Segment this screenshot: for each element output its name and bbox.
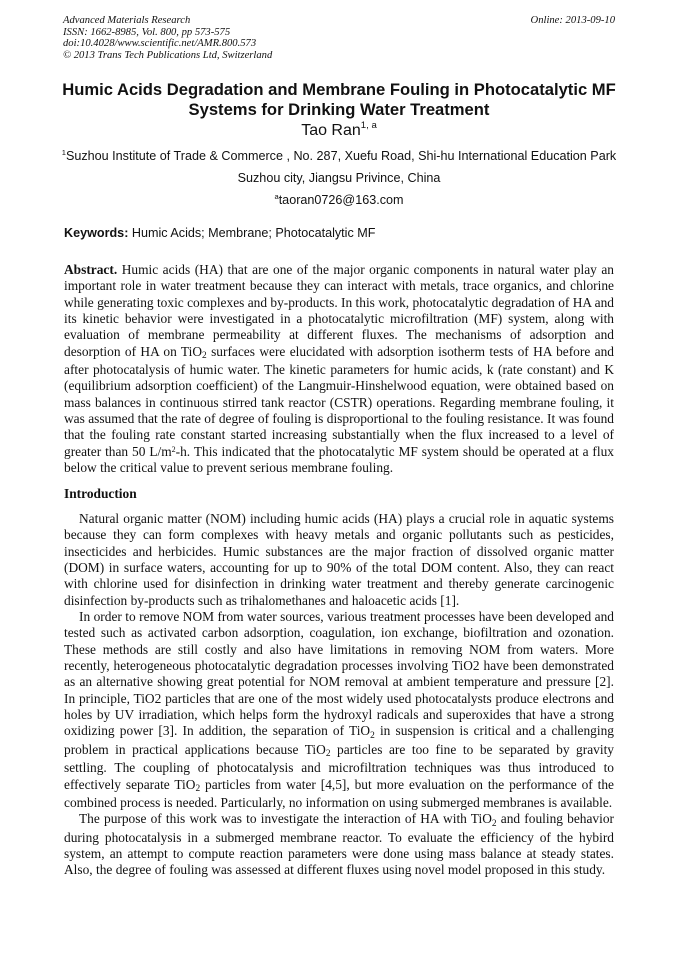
abstract-paragraph xyxy=(64,262,614,476)
author xyxy=(0,122,678,140)
abstract xyxy=(64,262,614,476)
keywords-label: Keywords: xyxy=(64,226,129,240)
text-run: in suspension is critical and a challenging problem in practical applications because TiO xyxy=(64,723,614,757)
email-text[interactable]: taoran0726@163.com xyxy=(278,193,404,207)
journal-name: Advanced Materials Research xyxy=(63,15,191,26)
affiliation-sup: 1 xyxy=(61,147,66,157)
affiliation-line-1 xyxy=(0,149,678,163)
subscript: 2 xyxy=(202,351,207,362)
subscript: 2 xyxy=(370,730,375,741)
text-run: Natural organic matter (NOM) including humic acids (HA) plays a crucial role in aquatic systems because they can form complexes with heavy metals and organic pollutants such as pesticides, insecticides and herbicides. Humic substances are the major fraction of dissolved organic matter (DOM) in surface waters, accounting for up to 90% of the total DOM content. Also, they can react with chlorine used for disinfection in drinking water treatment and thereby generate carcinogenic disinfection by-products such as trihalomethanes and haloacetic acids [1]. xyxy=(64,511,614,608)
text-run: particles from water [4,5], but more evaluation on the performance of the combined process is needed. Particularly, no information on using submerged membranes is available. xyxy=(64,776,614,810)
intro-paragraph xyxy=(64,511,614,609)
subscript: 2 xyxy=(195,783,201,794)
keywords-value: Humic Acids; Membrane; Photocatalytic MF xyxy=(131,226,376,240)
intro-paragraph xyxy=(64,609,614,811)
author-sup: 1, a xyxy=(360,120,377,132)
affiliation-line-2: Suzhou city, Jiangsu Privince, China xyxy=(237,171,441,185)
text-run: Humic acids (HA) that are one of the major organic components in natural water play an important role in water treatment because they can interact with metals, trace organics, and chlorine while generating toxic complexes and by-products. In this work, photocatalytic degradation of HA and its kinetic behavior were investigated in a photocatalytic microfiltration (MF) system, along with evaluation of membrane permeability at different fluxes. The mechanisms of adsorption and desorption of HA on TiO xyxy=(64,262,614,359)
author-name: Tao Ran xyxy=(301,122,361,139)
text-run: surfaces were elucidated with adsorption isotherm tests of HA before and after photocatalysis of humic water. The kinetic parameters for humic acids, k (rate constant) and K (equilibrium adsorption coefficient) of the Langmuir-Hinshelwood equation, were obtained based on mass balances in continuous stirred tank reactor (CSTR) operations. Regarding membrane fouling, it was assumed that the rate of degree of fouling is disproportional to the fouling resistance. It was found that the fouling rate constant started increasing substantially when the flux increased to a level of greater than 50 L/m xyxy=(64,343,614,459)
text-run: The purpose of this work was to investigate the interaction of HA with TiO xyxy=(79,811,492,827)
email xyxy=(0,193,678,207)
keywords xyxy=(64,226,375,240)
text-run: In order to remove NOM from water sources, various treatment processes have been developed and tested such as activated carbon adsorption, coagulation, ion exchange, biofiltration and ozonation. These methods are still costly and also have limitations in removing NOM from waters. More recently, heterogeneous photocatalytic degradation processes involving TiO2 have been demonstrated as an alternative showing great potential for NOM removal at ambient temperature and pressure [2]. In principle, TiO2 particles that are one of the most widely used photocatalysts produce electrons and holes by UV irradiation, which helps form the hydroxyl radicals and superoxides that have a strong oxidizing power [3]. In addition, the separation of TiO xyxy=(64,609,614,739)
email-sup: a xyxy=(274,191,279,201)
paper-title: Humic Acids Degradation and Membrane Fouling in Photocatalytic MF Systems for Drinking Water Treatment xyxy=(62,80,616,119)
superscript: 2 xyxy=(171,445,176,455)
section-heading-introduction: Introduction xyxy=(64,486,137,501)
subscript: 2 xyxy=(491,818,497,829)
doi-line: doi:10.4028/www.scientific.net/AMR.800.573 xyxy=(63,38,257,50)
text-run: and fouling behavior during photocatalysis in a submerged membrane reactor. To evaluate the efficiency of the hybird system, an attempt to compute reaction parameters were done using mass balance at steady states. Also, the degree of fouling was assessed at different fluxes using novel model proposed in this study. xyxy=(64,811,615,878)
issn-line: ISSN: 1662-8985, Vol. 800, pp 573-575 xyxy=(63,26,231,38)
intro-paragraph xyxy=(64,811,614,878)
copyright-line: © 2013 Trans Tech Publications Ltd, Switzerland xyxy=(63,49,273,61)
subscript: 2 xyxy=(325,749,331,760)
journal-header xyxy=(63,15,272,61)
affiliation-text: Suzhou Institute of Trade & Commerce , No. 287, Xuefu Road, Shi-hu International Education Park xyxy=(65,149,617,163)
text-run: -h. This indicated that the photocatalytic MF system should be operated at a flux below the critical value to prevent serious membrane fouling. xyxy=(64,443,614,476)
text-run: particles are too fine to be separated by gravity settling. The coupling of photocatalysis and microfiltration techniques was thus introduced to effectively separate TiO xyxy=(64,741,614,792)
introduction-body xyxy=(64,511,614,879)
abstract-label: Abstract. xyxy=(64,262,118,277)
online-date: Online: 2013-09-10 xyxy=(530,15,615,26)
